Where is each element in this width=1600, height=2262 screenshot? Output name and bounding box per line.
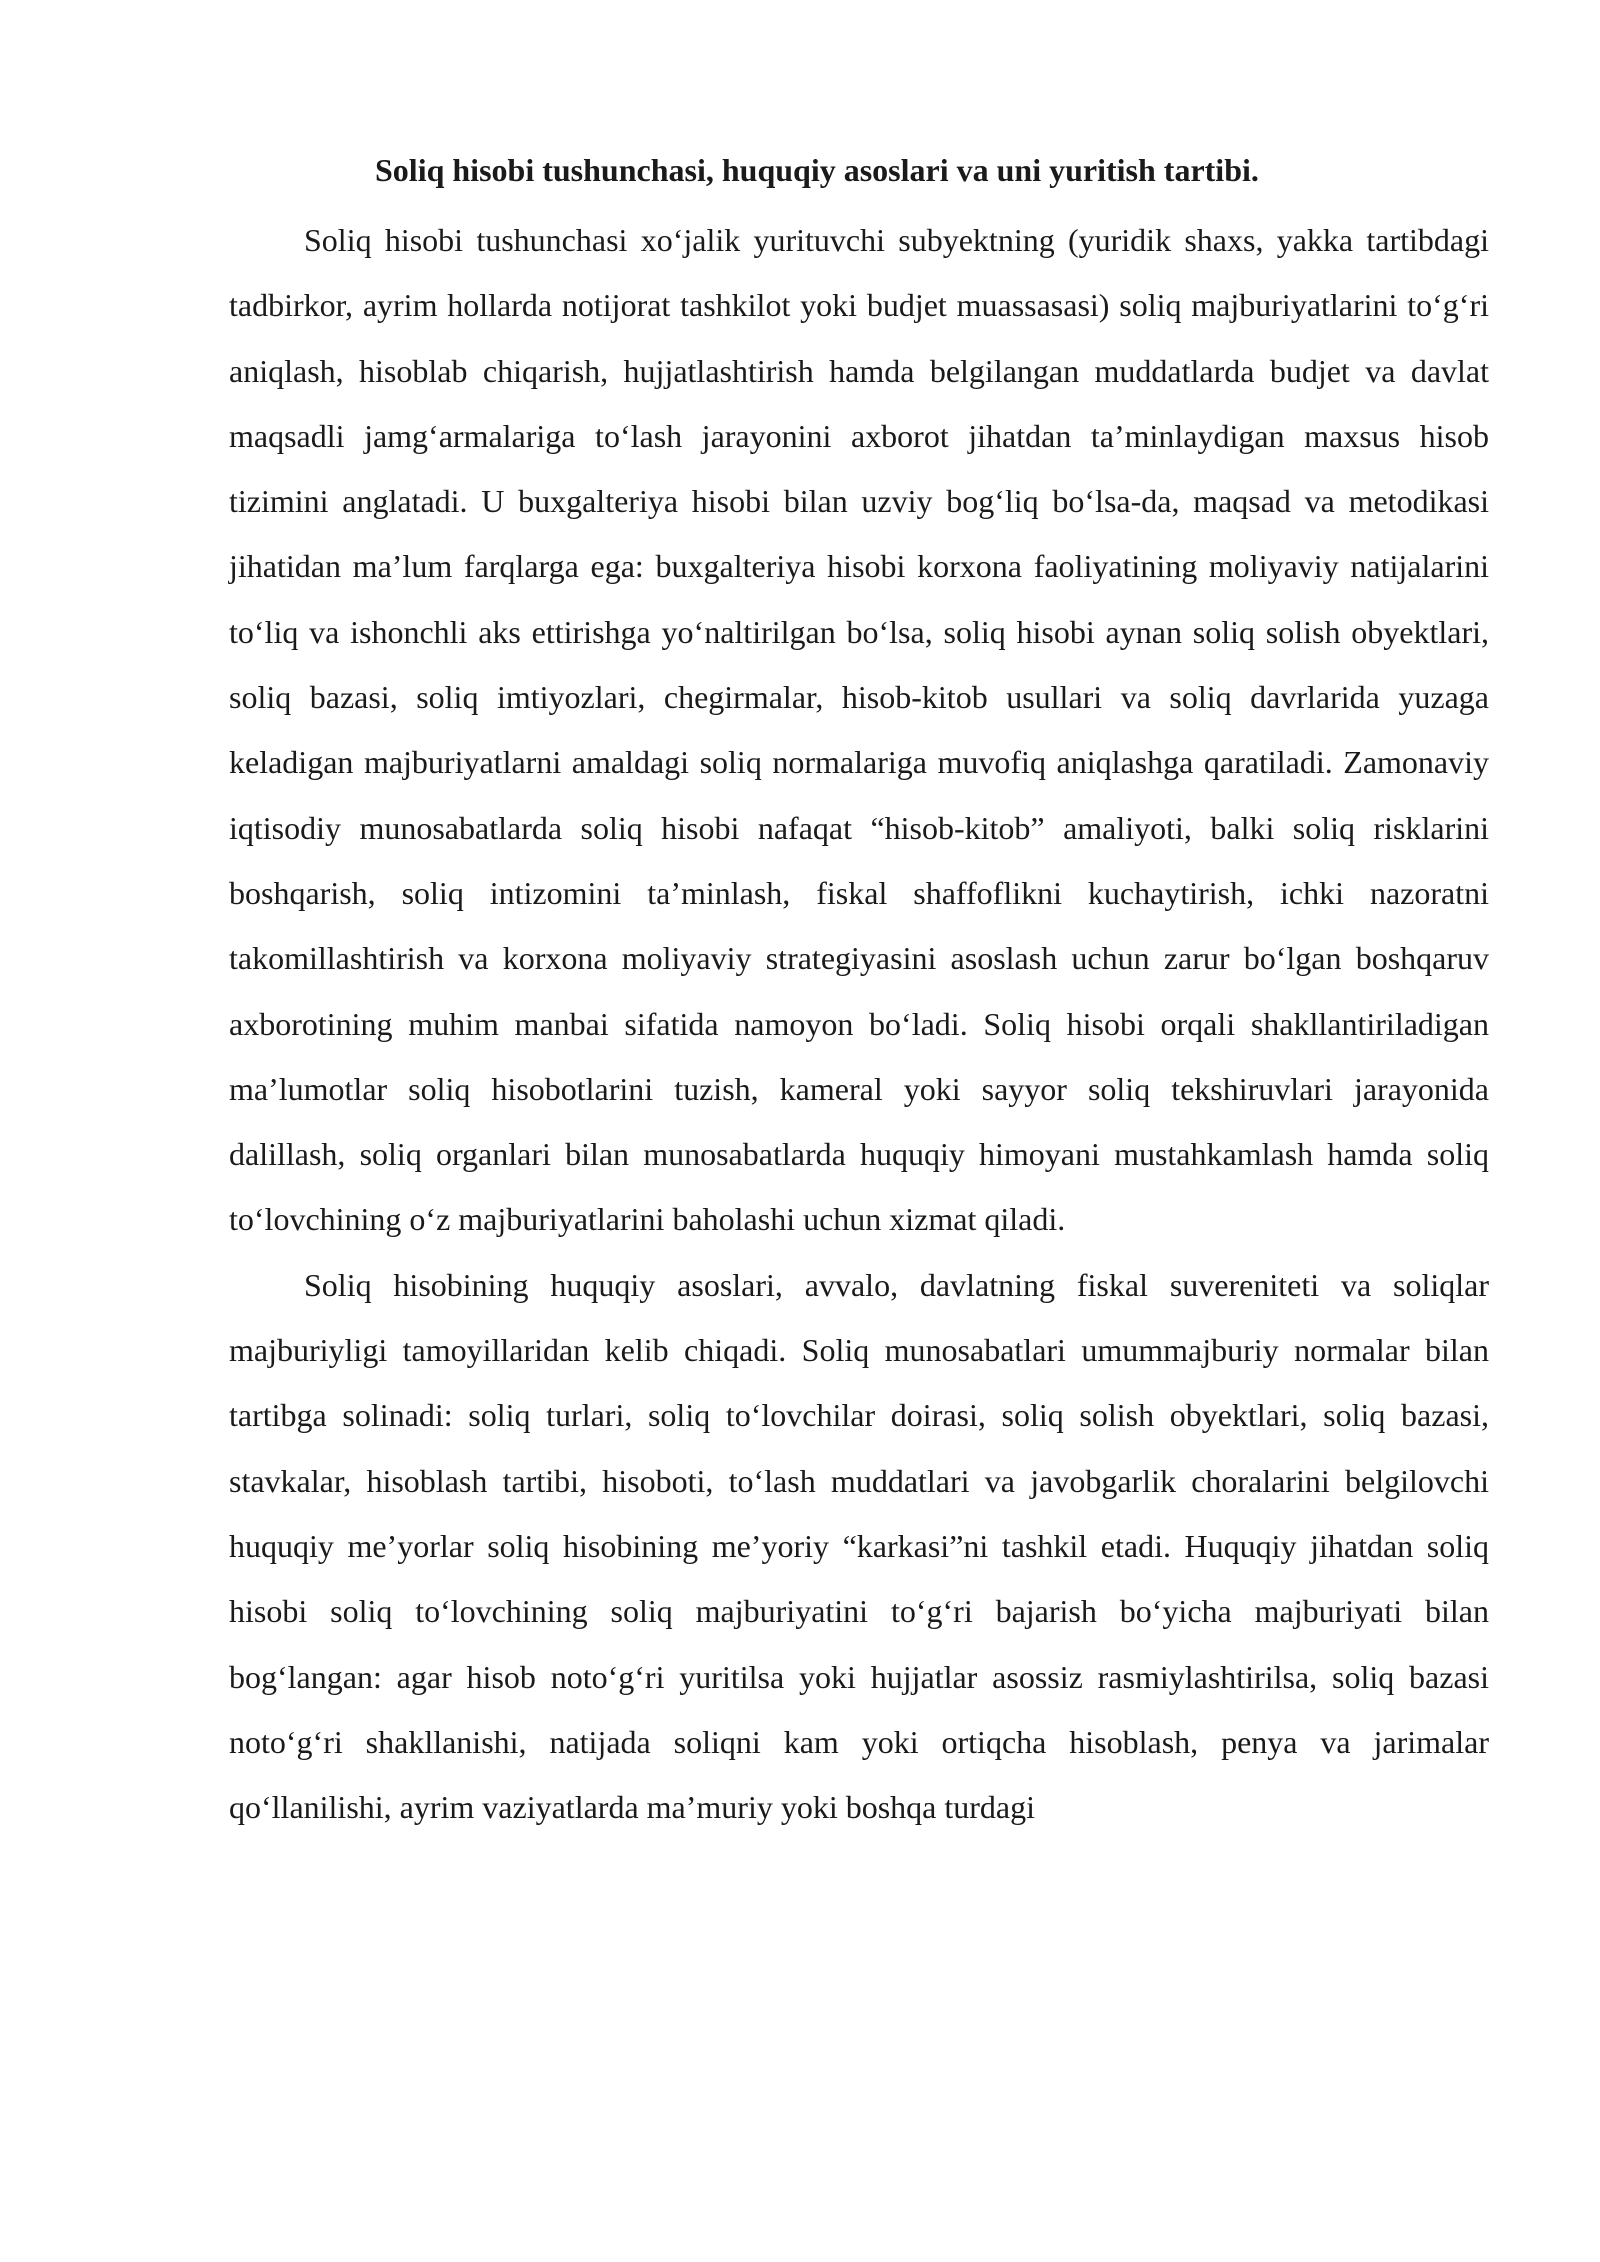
paragraph-tax-accounting-concept: Soliq hisobi tushunchasi xo‘jalik yurituvchi subyektning (yuridik shaxs, yakka tartibdagi tadbirkor, ayrim hollarda notijorat tashkilot yoki budjet muassasasi) soliq majburiyatlarini to‘g‘ri aniqlash, hisoblab chiqarish, hujjatlashtirish hamda belgilangan muddatlarda budjet va davlat maqsadli jamg‘armalariga to‘lash jarayonini axborot jihatdan ta’minlaydigan maxsus hisob tizimini anglatadi. U buxgalteriya hisobi bilan uzviy bog‘liq bo‘lsa-da, maqsad va metodikasi jihatidan ma’lum farqlarga ega: buxgalteriya hisobi korxona faoliyatining moliyaviy natijalarini to‘liq va ishonchli aks ettirishga yo‘naltirilgan bo‘lsa, soliq hisobi aynan soliq solish obyektlari, soliq bazasi, soliq imtiyozlari, chegirmalar, hisob-kitob usullari va soliq davrlarida yuzaga keladigan majburiyatlarni amaldagi soliq normalariga muvofiq aniqlashga qaratiladi. Zamonaviy iqtisodiy munosabatlarda soliq hisobi nafaqat “hisob-kitob” amaliyoti, balki soliq risklarini boshqarish, soliq intizomini ta’minlash, fiskal shaffoflikni kuchaytirish, ichki nazoratni takomillashtirish va korxona moliyaviy strategiyasini asoslash uchun zarur bo‘lgan boshqaruv axborotining muhim manbai sifatida namoyon bo‘ladi. Soliq hisobi orqali shakllantiriladigan ma’lumotlar soliq hisobotlarini tuzish, kameral yoki sayyor soliq tekshiruvlari jarayonida dalillash, soliq organlari bilan munosabatlarda huquqiy himoyani mustahkamlash hamda soliq to‘lovchining o‘z majburiyatlarini baholashi uchun xizmat qiladi. <box>229 222 1489 1238</box>
document-title: Soliq hisobi tushunchasi, huquqiy asoslari va uni yuritish tartibi. <box>375 152 1259 188</box>
document-page <box>229 150 1489 1840</box>
paragraph-legal-foundations: Soliq hisobining huquqiy asoslari, avvalo, davlatning fiskal suvereniteti va soliqlar majburiyligi tamoyillaridan kelib chiqadi. Soliq munosabatlari umummajburiy normalar bilan tartibga solinadi: soliq turlari, soliq to‘lovchilar doirasi, soliq solish obyektlari, soliq bazasi, stavkalar, hisoblash tartibi, hisoboti, to‘lash muddatlari va javobgarlik choralarini belgilovchi huquqiy me’yorlar soliq hisobining me’yoriy “karkasi”ni tashkil etadi. Huquqiy jihatdan soliq hisobi soliq to‘lovchining soliq majburiyatini to‘g‘ri bajarish bo‘yicha majburiyati bilan bog‘langan: agar hisob noto‘g‘ri yuritilsa yoki hujjatlar asossiz rasmiylashtirilsa, soliq bazasi noto‘g‘ri shakllanishi, natijada soliqni kam yoki ortiqcha hisoblash, penya va jarimalar qo‘llanilishi, ayrim vaziyatlarda ma’muriy yoki boshqa turdagi <box>229 1266 1489 1826</box>
